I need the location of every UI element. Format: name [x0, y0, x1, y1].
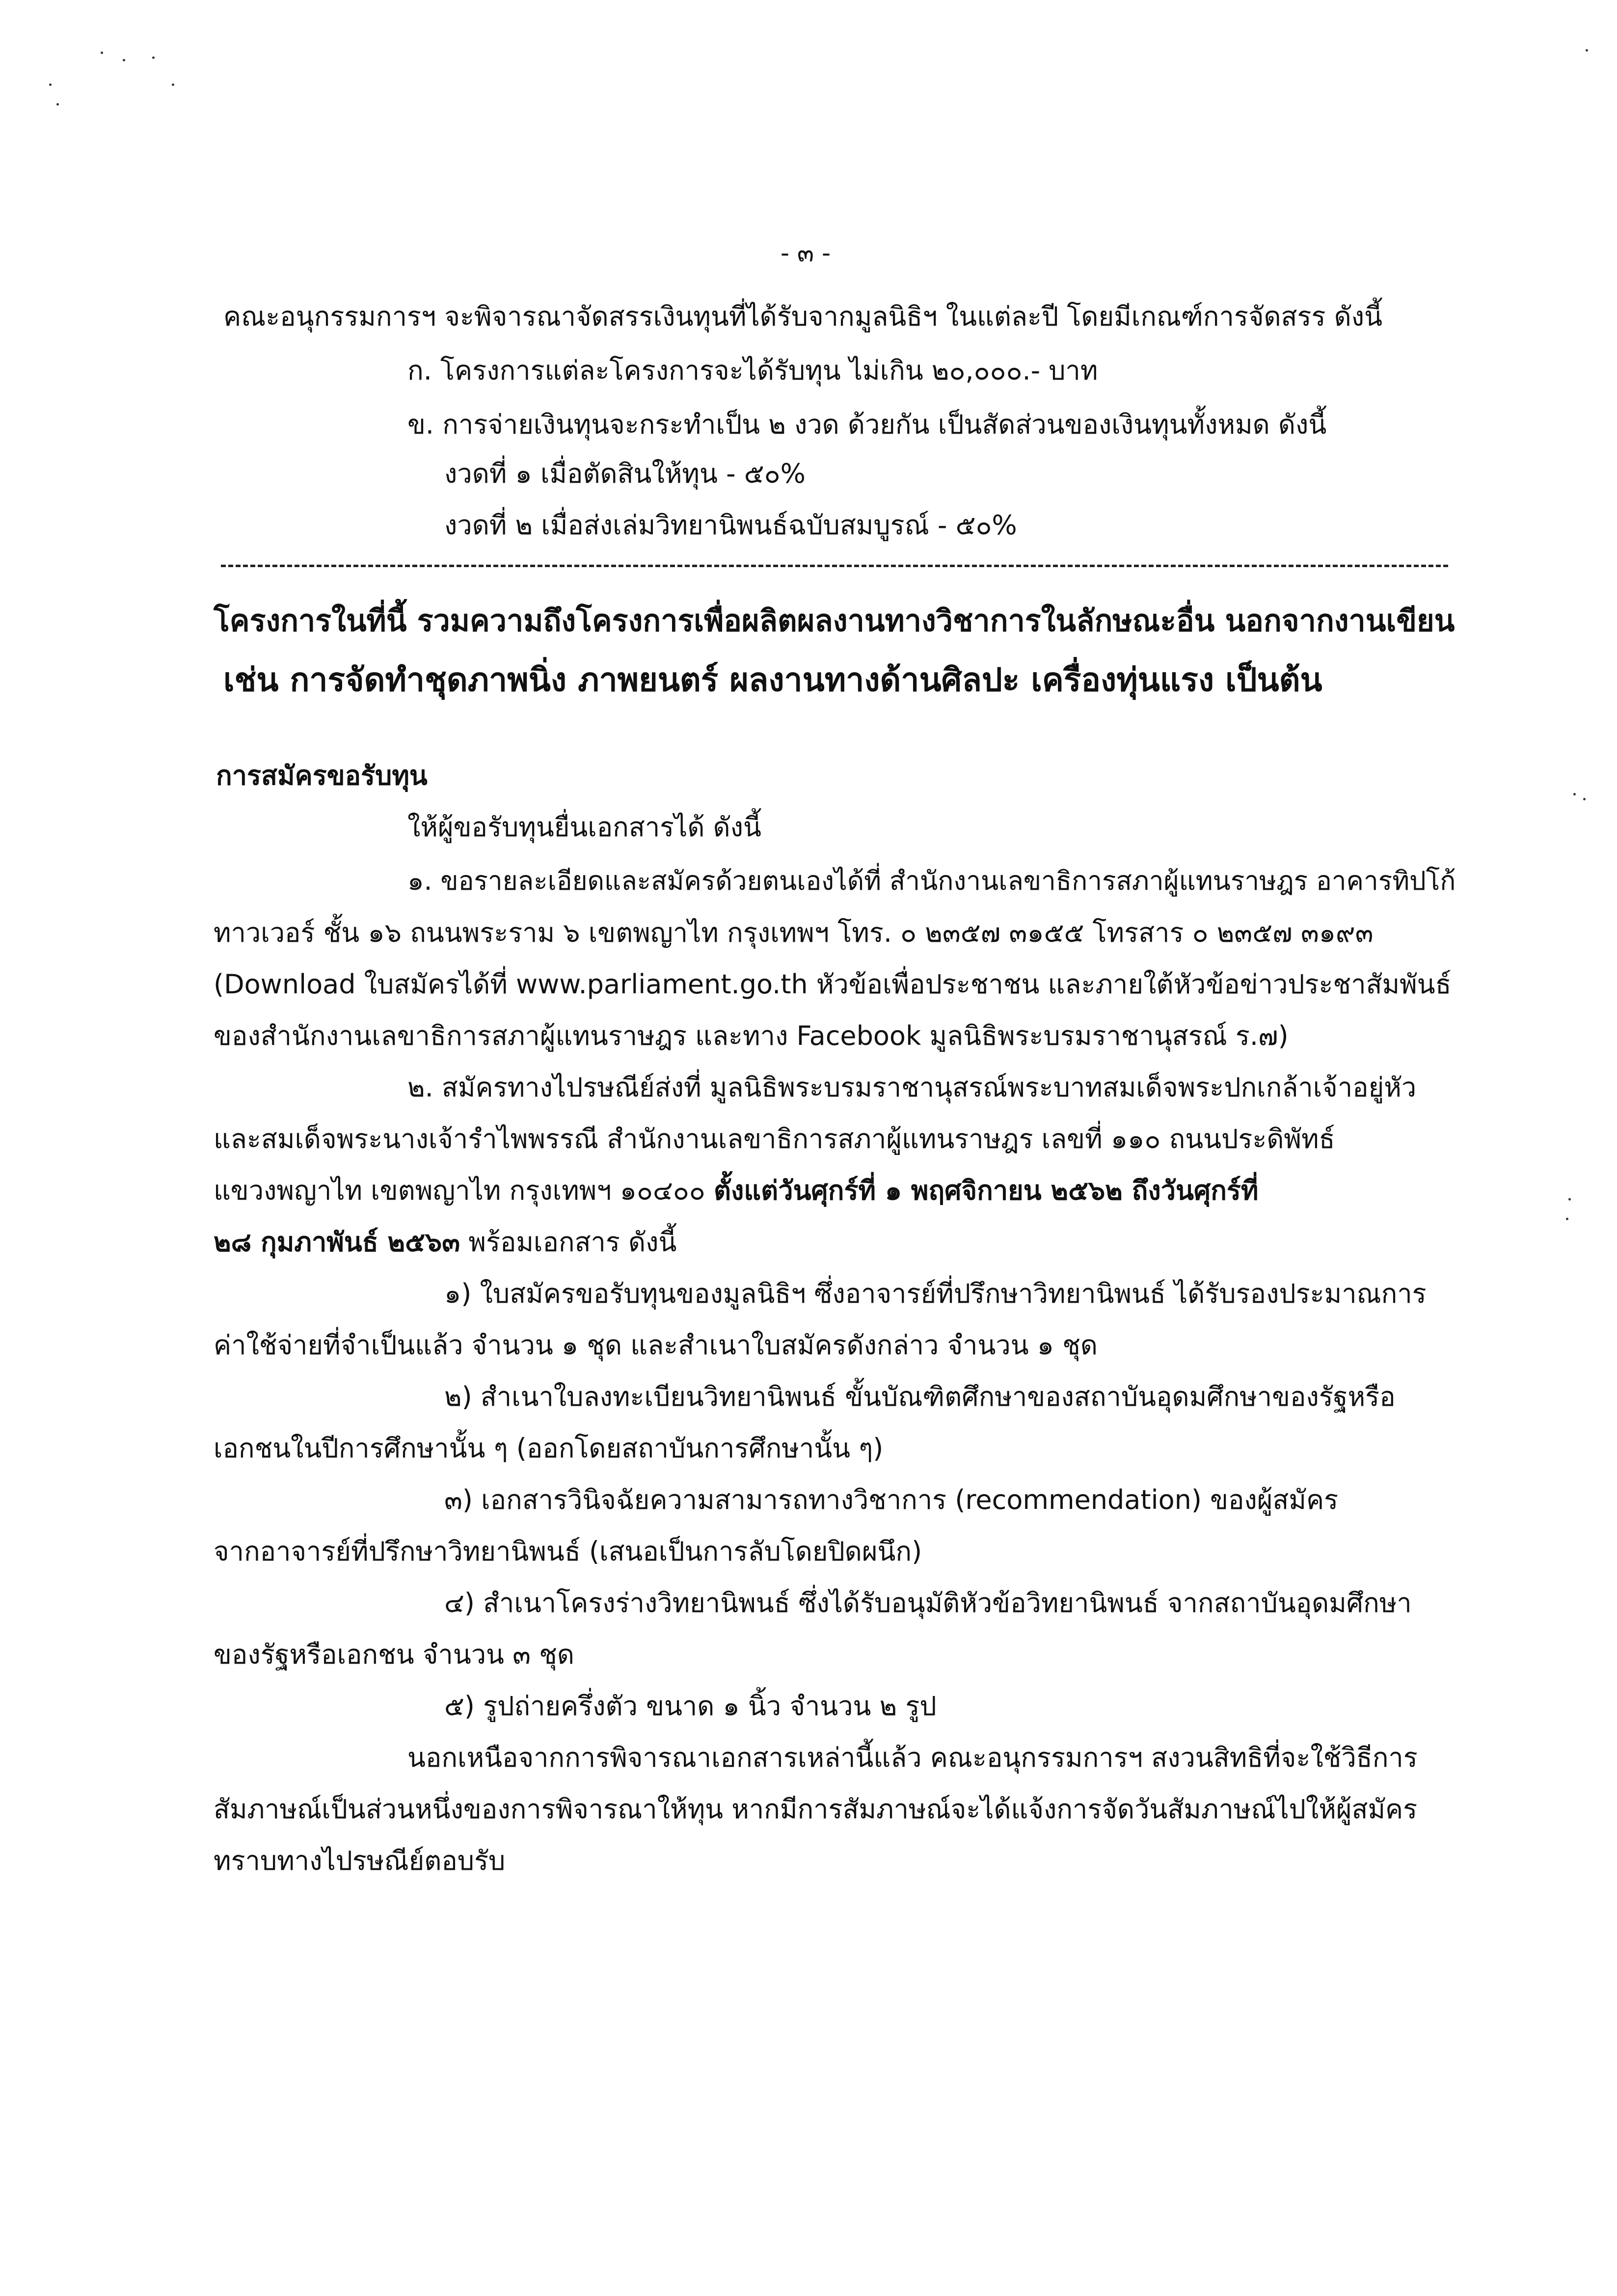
- document-2-line-1: ๒) สำเนาใบลงทะเบียนวิทยานิพนธ์ ขั้นบัณฑิตศึกษาของสถาบันอุดมศึกษาของรัฐหรือ: [444, 1381, 1396, 1412]
- installment-2: งวดที่ ๒ เมื่อส่งเล่มวิทยานิพนธ์ฉบับสมบูรณ์ - ๕๐%: [444, 510, 1017, 541]
- scan-speck: [1573, 793, 1576, 795]
- scan-speck: [1568, 1198, 1571, 1201]
- document-2-line-2: เอกชนในปีการศึกษานั้น ๆ (ออกโดยสถาบันการศึกษานั้น ๆ): [214, 1433, 884, 1464]
- installment-1: งวดที่ ๑ เมื่อตัดสินให้ทุน - ๕๐%: [444, 458, 806, 489]
- scan-speck: [123, 59, 125, 61]
- document-1-line-2: ค่าใช้จ่ายที่จำเป็นแล้ว จำนวน ๑ ชุด และสำเนาใบสมัครดังกล่าว จำนวน ๑ ชุด: [214, 1330, 1098, 1361]
- paragraph-1-line-4: ของสำนักงานเลขาธิการสภาผู้แทนราษฎร และทาง Facebook มูลนิธิพระบรมราชานุสรณ์ ร.๗): [214, 1020, 1289, 1051]
- paragraph-2-line-3: [214, 1171, 1259, 1210]
- document-3-line-1: ๓) เอกสารวินิจฉัยความสามารถทางวิชาการ (recommendation) ของผู้สมัคร: [444, 1484, 1339, 1515]
- documents-intro: พร้อมเอกสาร ดังนี้: [460, 1227, 677, 1257]
- paragraph-2-line-4: [214, 1223, 676, 1262]
- document-3-line-2: จากอาจารย์ที่ปรึกษาวิทยานิพนธ์ (เสนอเป็นการลับโดยปิดผนึก): [214, 1536, 922, 1567]
- allocation-item-b: ข. การจ่ายเงินทุนจะกระทำเป็น ๒ งวด ด้วยกัน เป็นสัดส่วนของเงินทุนทั้งหมด ดังนี้: [407, 409, 1327, 440]
- dashed-divider: [221, 565, 1448, 567]
- allocation-intro: คณะอนุกรรมการฯ จะพิจารณาจัดสรรเงินทุนที่ได้รับจากมูลนิธิฯ ในแต่ละปี โดยมีเกณฑ์การจัดสรร ดังนี้: [223, 301, 1383, 332]
- document-5: ๕) รูปถ่ายครึ่งตัว ขนาด ๑ นิ้ว จำนวน ๒ รูป: [444, 1691, 937, 1722]
- document-4-line-2: ของรัฐหรือเอกชน จำนวน ๓ ชุด: [214, 1639, 574, 1670]
- application-intro: ให้ผู้ขอรับทุนยื่นเอกสารได้ ดังนี้: [407, 812, 761, 843]
- paragraph-2-line-2: และสมเด็จพระนางเจ้ารำไพพรรณี สำนักงานเลขาธิการสภาผู้แทนราษฎร เลขที่ ๑๑๐ ถนนประดิพัทธ์: [214, 1123, 1335, 1154]
- scan-speck: [56, 103, 59, 106]
- project-note-line-2: เช่น การจัดทำชุดภาพนิ่ง ภาพยนตร์ ผลงานทางด้านศิลปะ เครื่องทุ่นแรง เป็นต้น: [223, 661, 1322, 699]
- scan-speck: [1586, 49, 1588, 52]
- scan-speck: [172, 83, 174, 86]
- paragraph-1-line-1: ๑. ขอรายละเอียดและสมัครด้วยตนเองได้ที่ สำนักงานเลขาธิการสภาผู้แทนราษฎร อาคารทิปโก้: [407, 866, 1456, 896]
- scan-speck: [152, 56, 155, 59]
- page-number: - ๓ -: [781, 239, 831, 267]
- paragraph-1-line-3: (Download ใบสมัครได้ที่ www.parliament.go.th หัวข้อเพื่อประชาชน และภายใต้หัวข้อข่าวประชาสัมพันธ์: [214, 969, 1452, 1000]
- closing-line-1: นอกเหนือจากการพิจารณาเอกสารเหล่านี้แล้ว คณะอนุกรรมการฯ สงวนสิทธิที่จะใช้วิธีการ: [407, 1742, 1418, 1773]
- date-range-start: ตั้งแต่วันศุกร์ที่ ๑ พฤศจิกายน ๒๕๖๒ ถึงวันศุกร์ที่: [713, 1175, 1259, 1206]
- closing-line-2: สัมภาษณ์เป็นส่วนหนึ่งของการพิจารณาให้ทุน หากมีการสัมภาษณ์จะได้แจ้งการจัดวันสัมภาษณ์ไปให้ผู้สมัคร: [214, 1794, 1418, 1825]
- closing-line-3: ทราบทางไปรษณีย์ตอบรับ: [214, 1845, 506, 1876]
- date-range-end: ๒๘ กุมภาพันธ์ ๒๕๖๓: [214, 1227, 460, 1257]
- application-heading: การสมัครขอรับทุน: [216, 760, 428, 791]
- scan-speck: [49, 83, 52, 86]
- scan-speck: [1583, 798, 1586, 800]
- address-text: แขวงพญาไท เขตพญาไท กรุงเทพฯ ๑๐๔๐๐: [214, 1175, 714, 1206]
- project-note-line-1: โครงการในที่นี้ รวมความถึงโครงการเพื่อผลิตผลงานทางวิชาการในลักษณะอื่น นอกจากงานเขียน: [214, 603, 1455, 638]
- document-1-line-1: ๑) ใบสมัครขอรับทุนของมูลนิธิฯ ซึ่งอาจารย์ที่ปรึกษาวิทยานิพนธ์ ได้รับรองประมาณการ: [444, 1278, 1427, 1309]
- scan-speck: [1566, 1218, 1568, 1220]
- paragraph-2-line-1: ๒. สมัครทางไปรษณีย์ส่งที่ มูลนิธิพระบรมราชานุสรณ์พระบาทสมเด็จพระปกเกล้าเจ้าอยู่หัว: [407, 1072, 1417, 1103]
- scan-speck: [101, 52, 103, 54]
- allocation-item-a: ก. โครงการแต่ละโครงการจะได้รับทุน ไม่เกิน ๒๐,๐๐๐.- บาท: [407, 355, 1098, 386]
- document-4-line-1: ๔) สำเนาโครงร่างวิทยานิพนธ์ ซึ่งได้รับอนุมัติหัวข้อวิทยานิพนธ์ จากสถาบันอุดมศึกษา: [444, 1587, 1412, 1618]
- paragraph-1-line-2: ทาวเวอร์ ชั้น ๑๖ ถนนพระราม ๖ เขตพญาไท กรุงเทพฯ โทร. ๐ ๒๓๕๗ ๓๑๕๕ โทรสาร ๐ ๒๓๕๗ ๓๑๙๓: [214, 917, 1374, 948]
